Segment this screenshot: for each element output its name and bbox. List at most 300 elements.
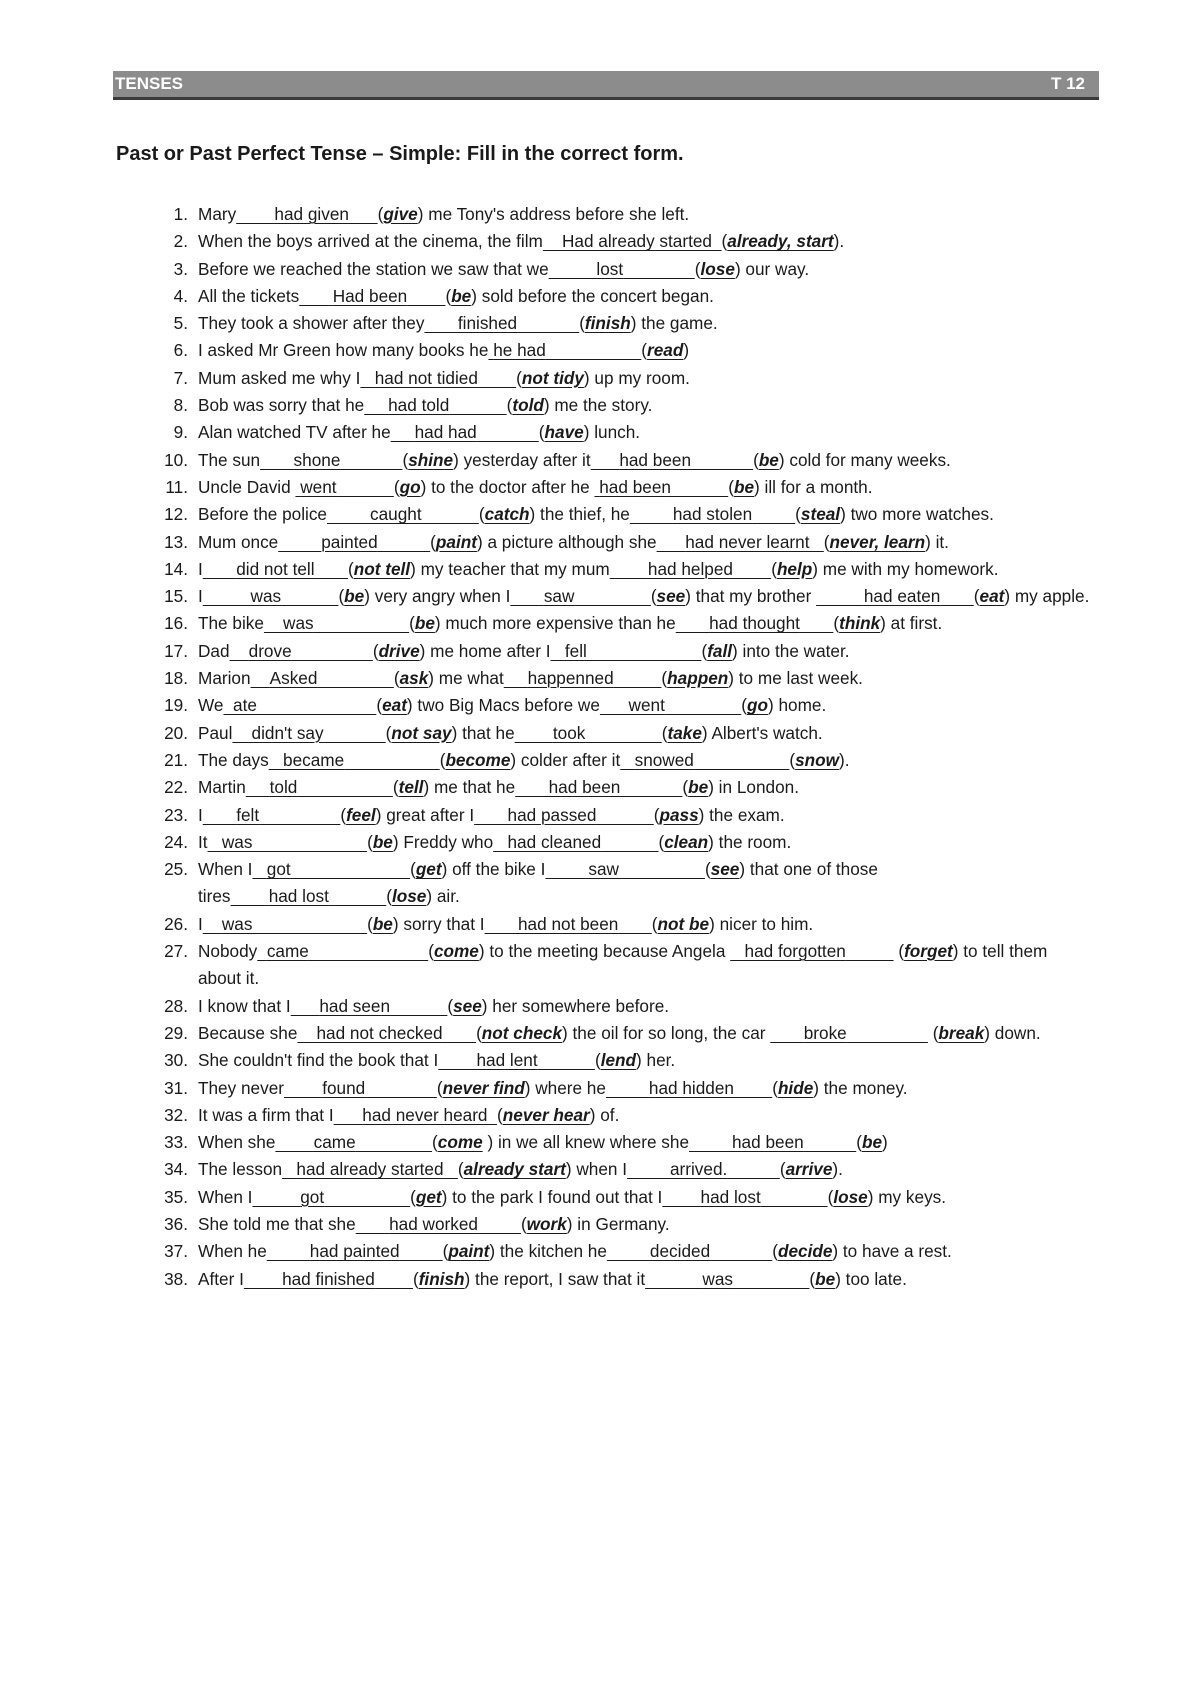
sentence-text: ( [753, 449, 759, 470]
verb-hint: arrive [785, 1159, 833, 1180]
answer-text: had never learnt [685, 531, 810, 552]
sentence-text: The days [198, 749, 269, 770]
verb-hint: lose [833, 1186, 868, 1207]
verb-hint: break [938, 1022, 985, 1043]
sentence-text: ) off the bike I [441, 859, 546, 880]
sentence-text: ( [478, 504, 485, 525]
sentence-text: ) when I [565, 1159, 627, 1180]
sentence-text: When I [198, 1186, 253, 1207]
answer-text: Asked [269, 668, 318, 689]
verb-hint: fall [707, 640, 733, 661]
answer-text: was [221, 913, 253, 934]
verb-hint: never, learn [829, 531, 926, 552]
sentence-text: ( [594, 1050, 601, 1071]
exercise-number: 7. [173, 367, 188, 388]
sentence-text: ) the money. [813, 1077, 908, 1098]
sentence-text: ) me what [428, 668, 504, 689]
sentence-text: ( [402, 449, 409, 470]
sentence-text: ) yesterday after it [453, 449, 591, 470]
answer-blank[interactable] [594, 477, 728, 497]
sentence-text: Mum once [198, 531, 279, 552]
answer-blank[interactable] [278, 532, 430, 552]
exercise-text [198, 1129, 1094, 1156]
answer-text: was [250, 586, 282, 607]
exercise-item [148, 447, 1094, 474]
sentence-text: Martin [198, 777, 246, 798]
sentence-text: ( [728, 476, 734, 497]
answer-text: came [266, 941, 309, 962]
verb-hint: catch [484, 504, 530, 525]
sentence-text: ( [367, 831, 373, 852]
exercise-text [198, 392, 1094, 419]
exercise-list [148, 201, 1094, 1293]
exercise-item [148, 1020, 1094, 1047]
sentence-text: ( [516, 367, 522, 388]
sentence-text: ( [447, 995, 454, 1016]
exercise-number: 38. [164, 1268, 188, 1289]
answer-blank[interactable] [606, 1078, 772, 1098]
answer-blank[interactable] [244, 1269, 413, 1289]
sentence-text: ) nicer to him. [709, 913, 814, 934]
sentence-text: ) me the story. [543, 395, 653, 416]
exercise-item [148, 1047, 1094, 1074]
exercise-item [148, 365, 1094, 392]
sentence-text: ( [772, 1077, 778, 1098]
answer-blank[interactable] [493, 832, 658, 852]
exercise-item [148, 993, 1094, 1020]
answer-blank[interactable] [657, 532, 824, 552]
exercise-item [148, 938, 1094, 993]
answer-blank[interactable] [549, 259, 695, 279]
sentence-text: ( [704, 859, 711, 880]
answer-text: did not tell [236, 558, 315, 579]
answer-blank[interactable] [356, 1214, 521, 1234]
exercise-text [198, 256, 1094, 283]
sentence-text: ( [432, 1132, 438, 1153]
answer-text: had finished [282, 1268, 375, 1289]
verb-hint: give [383, 204, 418, 224]
answer-text: found [322, 1077, 366, 1098]
exercise-number: 32. [164, 1104, 188, 1125]
exercise-text [198, 747, 1094, 774]
sentence-text: ) where he [524, 1077, 606, 1098]
answer-blank[interactable] [676, 613, 834, 633]
sentence-text: ) sold before the concert began. [471, 285, 714, 306]
answer-text: had told [388, 395, 450, 416]
sentence-text: ( [538, 422, 545, 443]
sentence-text: ( [721, 231, 728, 252]
exercise-item [148, 283, 1094, 310]
answer-blank[interactable] [203, 914, 367, 934]
sentence-text: ) at first. [880, 613, 943, 634]
answer-blank[interactable] [730, 941, 893, 961]
verb-hint: take [667, 722, 702, 743]
exercise-number: 17. [164, 640, 188, 661]
verb-hint: pass [659, 804, 699, 825]
exercise-item [148, 556, 1094, 583]
answer-blank[interactable] [364, 395, 506, 415]
sentence-text: All the tickets [198, 285, 300, 306]
exercise-item [148, 474, 1094, 501]
answer-blank[interactable] [230, 886, 386, 906]
exercise-text [198, 1238, 1094, 1265]
sentence-text: ( [445, 285, 452, 306]
verb-hint: be [451, 285, 472, 306]
answer-text: didn't say [251, 722, 324, 743]
sentence-text: I asked Mr Green how many books he [198, 340, 489, 361]
answer-blank[interactable] [291, 996, 448, 1016]
exercise-text [198, 938, 1094, 993]
verb-hint: not say [391, 722, 452, 743]
sentence-text: ) the exam. [698, 804, 785, 825]
answer-blank[interactable] [591, 450, 753, 470]
answer-text: went [300, 476, 337, 497]
exercise-number: 30. [164, 1050, 188, 1071]
verb-hint: go [747, 695, 768, 716]
answer-text: had been [599, 476, 671, 497]
answer-blank[interactable] [816, 586, 974, 606]
verb-hint: already start [463, 1159, 566, 1180]
sentence-text: ( [641, 340, 648, 361]
header-topic: TENSES [115, 74, 184, 93]
exercise-text [198, 201, 1094, 228]
exercise-item [148, 638, 1094, 665]
exercise-number: 21. [164, 749, 188, 770]
sentence-text: ) in London. [708, 777, 799, 798]
sentence-text: ) cold for many weeks. [778, 449, 951, 470]
answer-blank[interactable] [252, 1187, 410, 1207]
sentence-text: ) to the meeting because Angela [478, 941, 731, 962]
sentence-text: ( [385, 722, 392, 743]
sentence-text: ) to tell them about it. [198, 941, 1048, 989]
sentence-text: ). [839, 749, 850, 770]
exercise-text [198, 556, 1094, 583]
answer-text: had stolen [672, 504, 753, 525]
exercise-number: 33. [164, 1132, 188, 1153]
sentence-text: I [198, 804, 203, 825]
sentence-text: It was a firm that I [198, 1104, 334, 1125]
answer-text: had been [619, 449, 691, 470]
answer-text: went [628, 695, 665, 716]
exercise-text [198, 665, 1094, 692]
answer-blank[interactable] [504, 668, 662, 688]
sentence-text: ( [795, 504, 801, 525]
answer-blank[interactable] [223, 695, 376, 715]
answer-blank[interactable] [257, 941, 428, 961]
sentence-text: I [198, 586, 203, 607]
sentence-text: ( [497, 1104, 503, 1125]
sentence-text: They took a shower after they [198, 313, 425, 334]
exercise-number: 22. [164, 777, 188, 798]
sentence-text: ) much more expensive than he [434, 613, 676, 634]
answer-blank[interactable] [203, 559, 348, 579]
answer-blank[interactable] [264, 613, 409, 633]
verb-hint: be [344, 586, 365, 607]
sentence-text: ) Freddy who [392, 831, 494, 852]
sentence-text: ( [741, 695, 747, 716]
answer-text: had eaten [863, 586, 941, 607]
answer-blank[interactable] [488, 340, 641, 360]
answer-blank[interactable] [295, 477, 393, 497]
sentence-text: ( [410, 1186, 416, 1207]
sentence-text: ( [439, 749, 446, 770]
exercise-text [198, 1020, 1094, 1047]
answer-blank[interactable] [299, 286, 445, 306]
sentence-text: The lesson [198, 1159, 283, 1180]
answer-blank[interactable] [645, 1269, 809, 1289]
exercise-text [198, 1156, 1094, 1183]
answer-text: felt [236, 804, 260, 825]
answer-text: decided [649, 1241, 711, 1262]
answer-text: saw [588, 859, 619, 880]
answer-text: became [283, 749, 345, 770]
exercise-number: 27. [164, 941, 188, 962]
answer-blank[interactable] [515, 777, 682, 797]
answer-blank[interactable] [689, 1132, 856, 1152]
exercise-text [198, 501, 1094, 528]
sentence-text: ) to the park I found out that I [441, 1186, 663, 1207]
answer-text: had not tidied [374, 367, 478, 388]
answer-blank[interactable] [627, 1159, 780, 1179]
answer-blank[interactable] [208, 832, 368, 852]
exercise-item [148, 610, 1094, 637]
sentence-text: ( [348, 558, 354, 579]
exercise-text [198, 720, 1094, 747]
exercise-text [198, 610, 1094, 637]
answer-blank[interactable] [600, 695, 741, 715]
sentence-text: ) lunch. [583, 422, 641, 443]
exercise-text [198, 583, 1094, 610]
verb-hint: come [433, 941, 479, 962]
verb-hint: tell [398, 777, 424, 798]
answer-blank[interactable] [360, 368, 516, 388]
exercise-text [198, 1047, 1094, 1074]
sentence-text: ) the kitchen he [489, 1241, 607, 1262]
answer-text: had given [274, 204, 349, 224]
exercise-text [198, 638, 1094, 665]
verb-hint: have [544, 422, 584, 443]
sentence-text: ) very angry when I [364, 586, 511, 607]
answer-blank[interactable] [770, 1023, 928, 1043]
sentence-text: We [198, 695, 224, 716]
verb-hint: forget [904, 941, 953, 962]
sentence-text: When he [198, 1241, 267, 1262]
answer-text: had thought [709, 613, 800, 634]
answer-blank[interactable] [260, 450, 402, 470]
sentence-text: ( [506, 395, 513, 416]
answer-blank[interactable] [551, 641, 702, 661]
verb-hint: paint [435, 531, 477, 552]
exercise-item [148, 856, 1094, 911]
answer-blank[interactable] [438, 1050, 595, 1070]
answer-text: had forgotten [744, 941, 846, 962]
exercise-item [148, 583, 1094, 610]
answer-text: was [221, 831, 253, 852]
answer-text: Had already started [561, 231, 712, 252]
answer-blank[interactable] [543, 231, 722, 251]
answer-blank[interactable] [269, 750, 440, 770]
sentence-text: She told me that she [198, 1213, 356, 1234]
sentence-text: ( [651, 913, 658, 934]
exercise-number: 23. [164, 804, 188, 825]
sentence-text: ( [457, 1159, 464, 1180]
sentence-text: ) home. [768, 695, 827, 716]
sentence-text: ( [893, 941, 905, 962]
exercise-number: 37. [164, 1241, 188, 1262]
answer-blank[interactable] [545, 859, 705, 879]
exercise-number: 18. [164, 668, 188, 689]
answer-text: had been [548, 777, 621, 798]
answer-text: had been [732, 1132, 804, 1153]
sentence-text: ) great after I [375, 804, 475, 825]
sentence-text: ). [832, 1159, 843, 1180]
sentence-text: ) air. [426, 886, 460, 907]
exercise-item [148, 529, 1094, 556]
exercise-text [198, 802, 1094, 829]
answer-blank[interactable] [251, 668, 394, 688]
exercise-number: 16. [164, 613, 188, 634]
sentence-text: The sun [198, 449, 261, 470]
sentence-text: Marion [198, 668, 251, 689]
verb-hint: shine [408, 449, 454, 470]
sentence-text: ) that he [451, 722, 515, 743]
exercise-item [148, 1075, 1094, 1102]
answer-blank[interactable] [515, 723, 662, 743]
exercise-item [148, 1156, 1094, 1183]
exercise-number: 34. [164, 1159, 188, 1180]
sentence-text: ( [367, 913, 373, 934]
exercise-text [198, 228, 1094, 255]
verb-hint: work [526, 1213, 567, 1234]
sentence-text: ) that one of those tires [198, 859, 878, 907]
answer-blank[interactable] [282, 1159, 458, 1179]
sentence-text: ( [338, 586, 345, 607]
answer-blank[interactable] [246, 777, 393, 797]
sentence-text: Paul [198, 722, 233, 743]
sentence-text: ( [579, 313, 585, 334]
answer-blank[interactable] [236, 204, 377, 224]
verb-hint: be [815, 1268, 836, 1289]
verb-hint: not tell [353, 558, 411, 579]
sentence-text: ) to me last week. [728, 668, 863, 689]
answer-blank[interactable] [267, 1241, 443, 1261]
answer-blank[interactable] [662, 1187, 827, 1207]
answer-blank[interactable] [203, 805, 341, 825]
exercise-item [148, 720, 1094, 747]
exercise-text [198, 1184, 1094, 1211]
exercise-item [148, 829, 1094, 856]
answer-text: had had [414, 422, 477, 443]
answer-blank[interactable] [607, 1241, 772, 1261]
exercise-text [198, 692, 1094, 719]
exercise-item [148, 1129, 1094, 1156]
sentence-text: ( [927, 1022, 939, 1043]
answer-blank[interactable] [424, 313, 579, 333]
verb-hint: finish [584, 313, 631, 334]
answer-blank[interactable] [284, 1078, 437, 1098]
answer-blank[interactable] [485, 914, 652, 934]
answer-text: fell [564, 640, 587, 661]
answer-text: got [266, 859, 291, 880]
exercise-text [198, 774, 1094, 801]
verb-hint: come [437, 1132, 483, 1153]
answer-blank[interactable] [327, 504, 479, 524]
answer-blank[interactable] [510, 586, 650, 606]
exercise-item [148, 802, 1094, 829]
answer-blank[interactable] [610, 559, 771, 579]
exercise-number: 14. [164, 558, 188, 579]
verb-hint: paint [448, 1241, 490, 1262]
verb-hint: snow [795, 749, 840, 770]
exercise-number: 8. [173, 395, 188, 416]
answer-text: took [552, 722, 586, 743]
sentence-text: ( [823, 531, 830, 552]
verb-hint: never hear [502, 1104, 590, 1125]
answer-blank[interactable] [203, 586, 339, 606]
answer-blank[interactable] [620, 750, 789, 770]
sentence-text: Nobody [198, 941, 258, 962]
verb-hint: see [710, 859, 740, 880]
sentence-text: Dad [198, 640, 230, 661]
sentence-text: ( [973, 586, 980, 607]
sentence-text: ) sorry that I [392, 913, 485, 934]
verb-hint: ask [399, 668, 429, 689]
sentence-text: ( [392, 777, 399, 798]
exercise-item [148, 692, 1094, 719]
verb-hint: lend [600, 1050, 637, 1071]
answer-blank[interactable] [630, 504, 795, 524]
sentence-text: ( [410, 859, 416, 880]
sentence-text: ( [771, 558, 777, 579]
answer-text: broke [803, 1022, 847, 1043]
exercise-number: 10. [164, 449, 188, 470]
sentence-text: She couldn't find the book that I [198, 1050, 439, 1071]
verb-hint: help [776, 558, 813, 579]
exercise-text [198, 1211, 1094, 1238]
sentence-text: ) ill for a month. [754, 476, 873, 497]
sentence-text: ). [833, 231, 845, 252]
exercise-text [198, 993, 1094, 1020]
sentence-text: ( [772, 1241, 778, 1262]
exercise-text [198, 419, 1094, 446]
answer-blank[interactable] [275, 1132, 432, 1152]
sentence-text: ) her. [636, 1050, 676, 1071]
answer-blank[interactable] [230, 641, 373, 661]
sentence-text: ) it. [925, 531, 949, 552]
answer-text: had already started [296, 1159, 444, 1180]
answer-blank[interactable] [474, 805, 654, 825]
answer-blank[interactable] [391, 422, 539, 442]
answer-text: saw [543, 586, 575, 607]
verb-hint: clean [664, 831, 709, 852]
answer-blank[interactable] [334, 1105, 497, 1125]
sentence-text: When she [198, 1132, 276, 1153]
verb-hint: not be [657, 913, 710, 934]
exercise-number: 2. [173, 231, 188, 252]
answer-text: was [702, 1268, 733, 1289]
answer-blank[interactable] [297, 1023, 476, 1043]
sentence-text: They never [198, 1077, 284, 1098]
sentence-text: Before the police [198, 504, 327, 525]
answer-blank[interactable] [252, 859, 410, 879]
exercise-number: 25. [164, 859, 188, 880]
sentence-text: ( [430, 531, 436, 552]
answer-blank[interactable] [232, 723, 385, 743]
header-bar [113, 71, 1099, 100]
verb-hint: happen [667, 668, 729, 689]
verb-hint: become [445, 749, 511, 770]
sentence-text: I [198, 913, 203, 934]
